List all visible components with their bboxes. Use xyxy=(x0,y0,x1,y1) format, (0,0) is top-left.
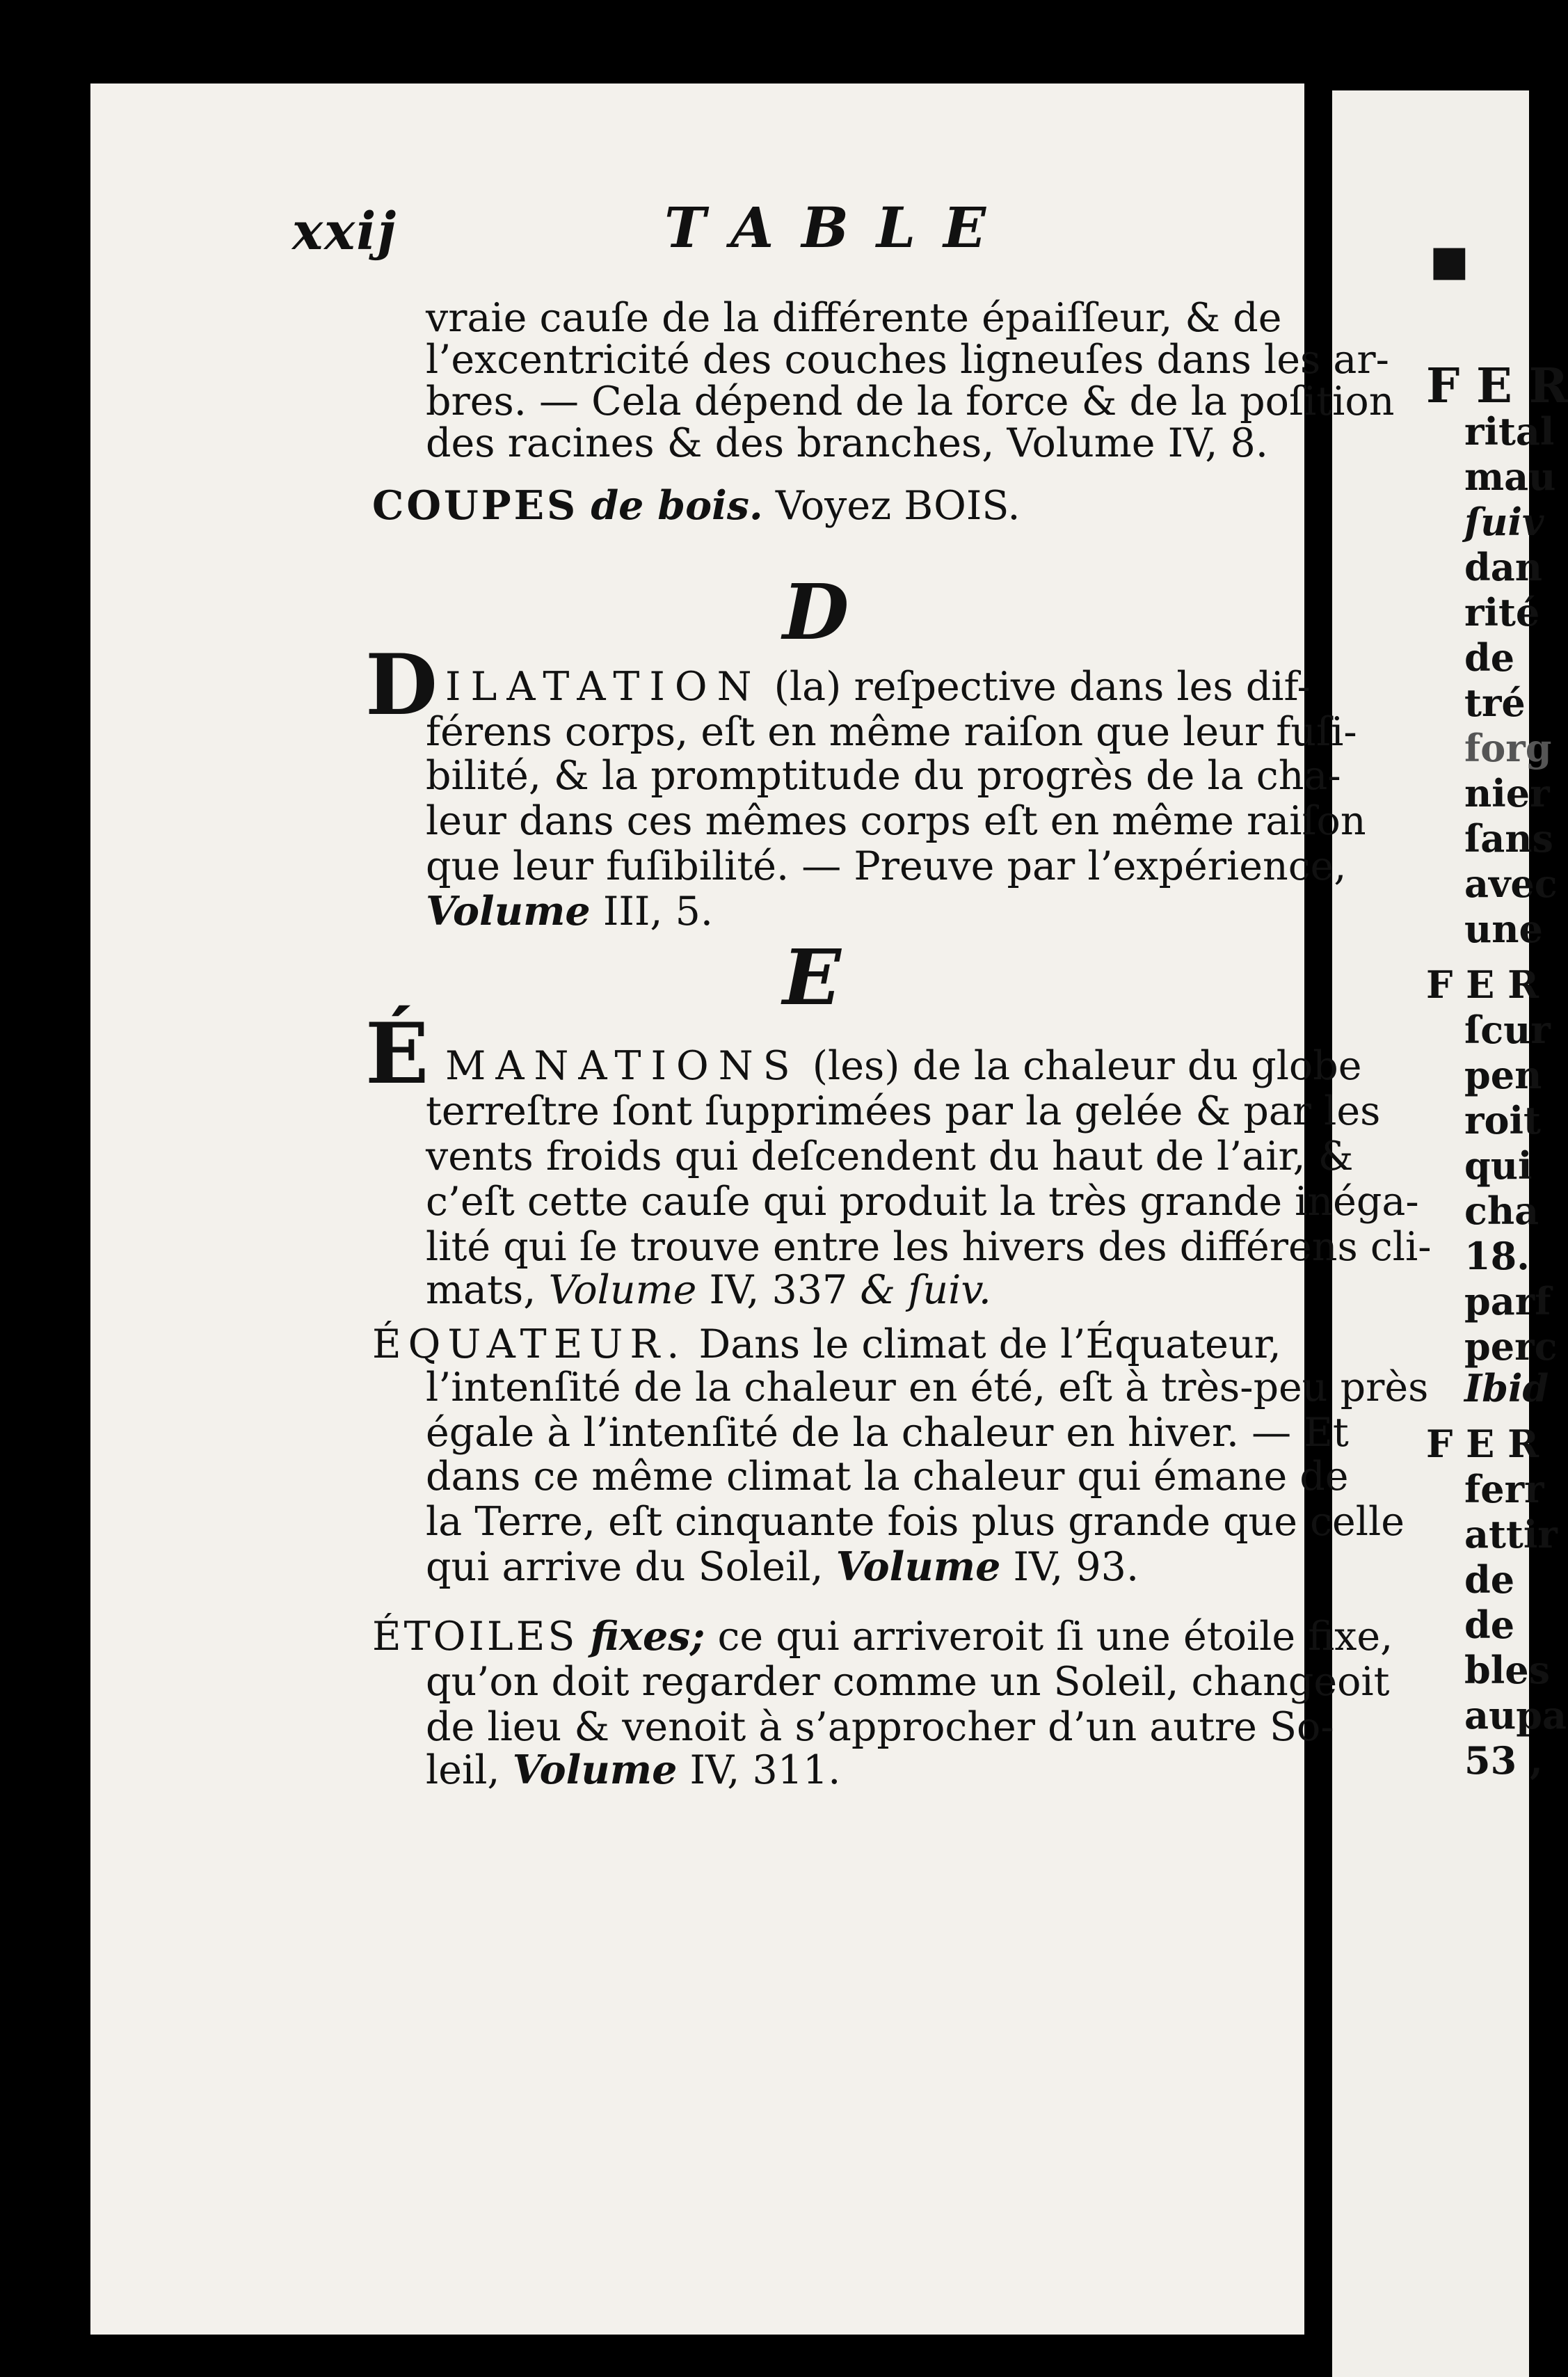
right-line: qui xyxy=(1464,1143,1533,1188)
right-line: ſuiv xyxy=(1464,500,1544,544)
entry-text: qui arrive du Soleil, xyxy=(426,1544,824,1590)
right-line: ferr xyxy=(1464,1467,1544,1511)
text-line: l’excentricité des couches ligneuſes dans les ar- xyxy=(426,337,1389,383)
text-line: vraie cauſe de la différente épaiſſeur, & de xyxy=(426,295,1282,341)
section-letter-d: D xyxy=(783,567,849,657)
text-line: de lieu & venoit à s’approcher d’un autre So- xyxy=(426,1704,1334,1750)
right-line: rité xyxy=(1464,590,1540,635)
text-line: c’eſt cette cauſe qui produit la très grande inéga- xyxy=(426,1179,1419,1225)
text-line: lité qui ſe trouve entre les hivers des différens cli- xyxy=(426,1224,1432,1270)
text-line: terreſtre ſont ſupprimées par la gelée & par les xyxy=(426,1088,1381,1134)
right-line: avec xyxy=(1464,861,1558,906)
right-line: F E R xyxy=(1426,1422,1539,1466)
text-line: des racines & des branches, Volume IV, 8. xyxy=(426,420,1268,466)
right-line: pen xyxy=(1464,1053,1542,1097)
text-line xyxy=(426,889,713,934)
right-line: perc xyxy=(1464,1324,1558,1369)
page-number: xxij xyxy=(292,202,398,262)
entry-head: COUPES xyxy=(372,482,579,529)
entry-text: ce qui arriveroit ſi une étoile fixe, xyxy=(717,1614,1393,1660)
right-line: forg xyxy=(1464,726,1552,770)
right-line: une xyxy=(1464,907,1543,951)
right-line: nier xyxy=(1464,771,1550,816)
ampersand: & xyxy=(860,1267,896,1313)
entry-dilatation-first xyxy=(445,665,1311,709)
text-line: bilité, & la promptitude du progrès de la cha- xyxy=(426,753,1341,799)
text-line xyxy=(426,1545,1139,1589)
right-line: attir xyxy=(1464,1512,1558,1557)
right-line: bles xyxy=(1464,1648,1551,1692)
right-line: ſcur xyxy=(1464,1008,1551,1052)
entry-text: (les) de la chaleur du globe xyxy=(812,1043,1362,1089)
volume-label: Volume xyxy=(426,888,591,935)
entry-head: ÉQUATEUR. xyxy=(372,1321,687,1367)
drop-cap: D xyxy=(365,636,438,734)
entry-emanations-first xyxy=(445,1044,1361,1088)
entry-equateur-first xyxy=(372,1322,1281,1367)
volume-ref: IV, 93. xyxy=(1013,1544,1139,1590)
right-line: de xyxy=(1464,635,1515,680)
right-line: rital xyxy=(1464,409,1555,454)
text-line: férens corps, eſt en même raiſon que leur fuſi- xyxy=(426,709,1357,755)
right-line: ſans xyxy=(1464,816,1553,861)
right-line: mau xyxy=(1464,454,1556,499)
volume-ref: IV, 311. xyxy=(689,1747,841,1793)
entry-head: ILATATION xyxy=(445,664,762,710)
volume-label: Volume xyxy=(835,1543,1001,1590)
text-line: vents froids qui deſcendent du haut de l’air, & xyxy=(426,1134,1354,1179)
entry-coupes xyxy=(372,484,1021,528)
right-line: parf xyxy=(1464,1279,1551,1323)
entry-text: Voyez BOIS. xyxy=(775,483,1021,529)
text-line: égale à l’intenſité de la chaleur en hiver. — Et xyxy=(426,1410,1349,1456)
entry-text: Dans le climat de l’Équateur, xyxy=(698,1321,1281,1367)
entry-text: leil, xyxy=(426,1747,500,1793)
page-title: TABLE xyxy=(664,195,1014,260)
ornament-mark: ■ xyxy=(1430,237,1469,285)
right-line: roit xyxy=(1464,1098,1541,1143)
right-line: aupa xyxy=(1464,1693,1567,1738)
right-line: de xyxy=(1464,1557,1515,1602)
volume-label: Volume xyxy=(548,1267,697,1313)
volume-ref: IV, 337 xyxy=(709,1267,848,1313)
text-line xyxy=(426,1268,991,1312)
right-line: F E R xyxy=(1426,358,1568,414)
right-line: Ibid xyxy=(1464,1366,1549,1410)
entry-italic: fixes; xyxy=(590,1613,705,1660)
entry-etoiles-first xyxy=(372,1614,1393,1659)
text-line: dans ce même climat la chaleur qui émane de xyxy=(426,1454,1349,1500)
right-line: F E R xyxy=(1426,962,1539,1007)
entry-italic: de bois. xyxy=(591,482,763,529)
right-line: 53 , xyxy=(1464,1738,1543,1783)
text-line xyxy=(426,1748,840,1792)
text-line: qu’on doit regarder comme un Soleil, changeoit xyxy=(426,1659,1390,1705)
volume-label: Volume xyxy=(512,1747,678,1793)
text-line: que leur fuſibilité. — Preuve par l’expérience, xyxy=(426,843,1347,889)
right-line: 18. xyxy=(1464,1234,1530,1278)
entry-text: mats, xyxy=(426,1267,536,1313)
entry-head: ÉTOILES xyxy=(372,1614,578,1660)
text-line: l’intenſité de la chaleur en été, eſt à très-peu près xyxy=(426,1365,1429,1410)
entry-head: MANATIONS xyxy=(445,1043,800,1089)
text-line: la Terre, eſt cinquante fois plus grande que celle xyxy=(426,1499,1405,1545)
entry-text: (la) reſpective dans les dif- xyxy=(774,664,1311,710)
right-line: cha xyxy=(1464,1188,1539,1233)
right-line: de xyxy=(1464,1603,1515,1647)
text-line: bres. — Cela dépend de la force & de la poſition xyxy=(426,379,1395,424)
drop-cap: É xyxy=(365,1005,429,1103)
suiv-label: ſuiv. xyxy=(908,1267,991,1313)
text-line: leur dans ces mêmes corps eſt en même raiſon xyxy=(426,798,1366,844)
right-line: tré xyxy=(1464,681,1526,725)
right-line: dan xyxy=(1464,545,1543,589)
volume-ref: III, 5. xyxy=(602,889,713,935)
section-letter-e: E xyxy=(783,932,841,1022)
